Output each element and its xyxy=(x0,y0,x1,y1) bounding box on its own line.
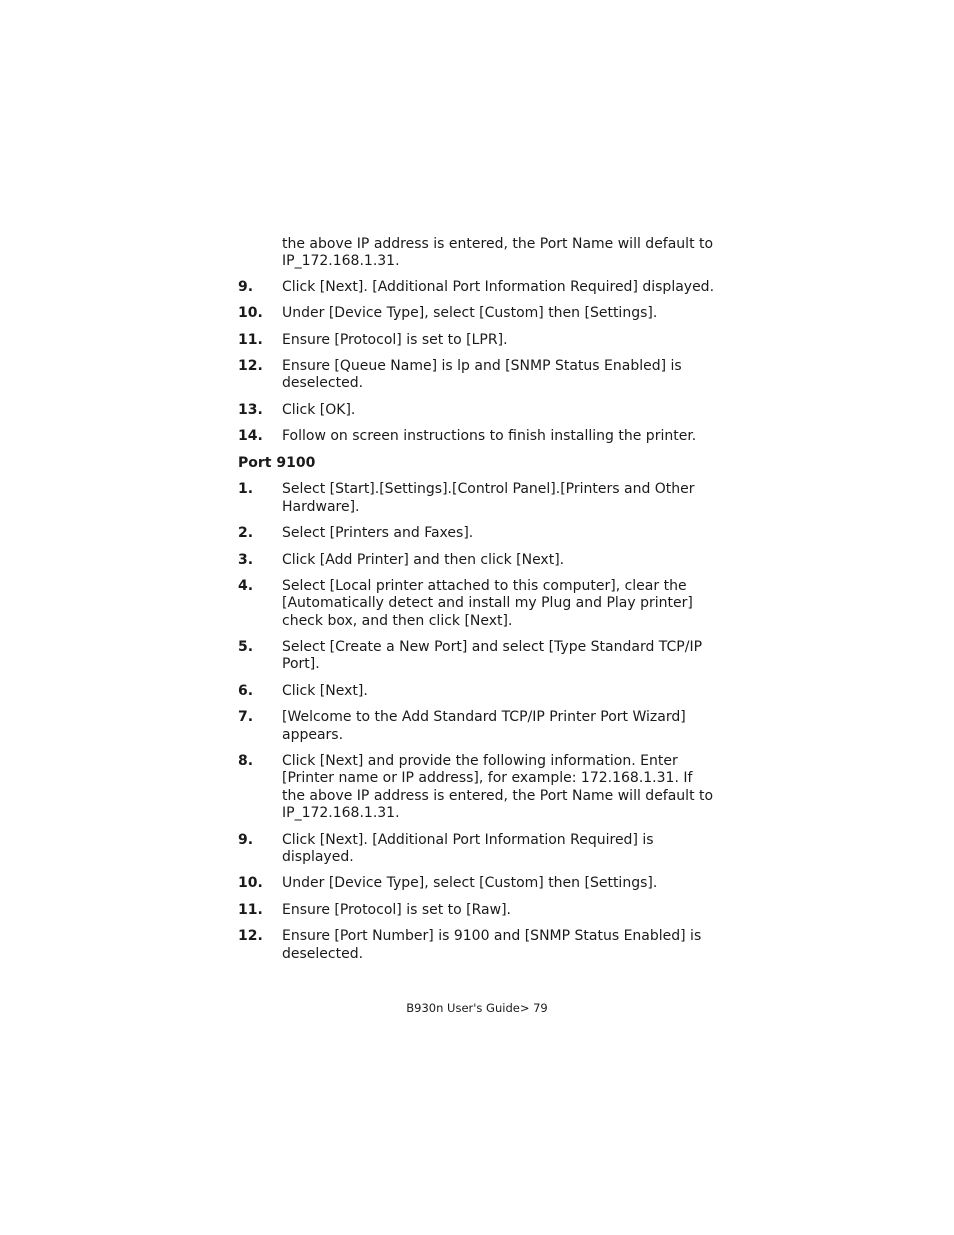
step-text: Ensure [Queue Name] is lp and [SNMP Status Enabled] is deselected. xyxy=(282,358,682,392)
step-number: 5. xyxy=(238,639,254,656)
step-text: Select [Local printer attached to this computer], clear the [Automatically detect and install my Plug and Play printer] check box, and then click [Next]. xyxy=(282,578,693,629)
list-item xyxy=(238,428,718,445)
step-text: Select [Printers and Faxes]. xyxy=(282,525,474,542)
step-number: 11. xyxy=(238,331,263,348)
step-number: 1. xyxy=(238,481,254,498)
continuation-paragraph: the above IP address is entered, the Port Name will default to IP_172.168.1.31. xyxy=(282,236,714,270)
step-text: Ensure [Protocol] is set to [LPR]. xyxy=(282,331,508,348)
step-number: 12. xyxy=(238,928,263,945)
page-content xyxy=(238,236,718,972)
step-number: 9. xyxy=(238,278,254,295)
list-item xyxy=(238,552,718,569)
step-number: 3. xyxy=(238,551,254,568)
step-text: [Welcome to the Add Standard TCP/IP Printer Port Wizard] appears. xyxy=(282,709,686,743)
list-item xyxy=(238,875,718,892)
list-item xyxy=(238,279,718,296)
list-item xyxy=(238,358,718,393)
list-item xyxy=(238,639,718,674)
step-text: Ensure [Port Number] is 9100 and [SNMP Status Enabled] is deselected. xyxy=(282,928,702,962)
step-text: Follow on screen instructions to finish installing the printer. xyxy=(282,428,697,445)
step-number: 9. xyxy=(238,831,254,848)
step-number: 6. xyxy=(238,682,254,699)
section-heading: Port 9100 xyxy=(238,454,316,471)
step-text: Click [Next]. [Additional Port Information Required] is displayed. xyxy=(282,831,654,865)
step-text: Click [OK]. xyxy=(282,401,356,418)
step-number: 10. xyxy=(238,305,263,322)
step-text: Click [Next]. [Additional Port Information Required] displayed. xyxy=(282,278,715,295)
step-number: 4. xyxy=(238,578,254,595)
list-item xyxy=(238,402,718,419)
steps-list-lpr xyxy=(238,279,718,446)
step-text: Click [Next] and provide the following information. Enter [Printer name or IP address], for example: 172.168.1.31. If the above IP address is entered, the Port Name will default to IP_172.168.1.31. xyxy=(282,753,714,822)
step-text: Select [Start].[Settings].[Control Panel].[Printers and Other Hardware]. xyxy=(282,481,695,515)
step-number: 12. xyxy=(238,358,263,375)
step-number: 8. xyxy=(238,753,254,770)
steps-list-port-9100 xyxy=(238,481,718,963)
list-item xyxy=(238,683,718,700)
list-item xyxy=(238,709,718,744)
step-text: Under [Device Type], select [Custom] then [Settings]. xyxy=(282,305,658,322)
list-item xyxy=(238,481,718,516)
step-text: Select [Create a New Port] and select [Type Standard TCP/IP Port]. xyxy=(282,639,703,673)
list-item xyxy=(238,902,718,919)
list-item xyxy=(238,305,718,322)
list-item xyxy=(238,753,718,822)
step-text: Click [Next]. xyxy=(282,682,368,699)
step-number: 14. xyxy=(238,428,263,445)
list-item xyxy=(238,578,718,630)
step-number: 7. xyxy=(238,709,254,726)
list-item xyxy=(238,832,718,867)
step-number: 2. xyxy=(238,525,254,542)
step-text: Click [Add Printer] and then click [Next]. xyxy=(282,551,565,568)
step-number: 13. xyxy=(238,401,263,418)
step-number: 11. xyxy=(238,901,263,918)
step-text: Under [Device Type], select [Custom] then [Settings]. xyxy=(282,875,658,892)
page-footer: B930n User's Guide> 79 xyxy=(406,1001,548,1015)
list-item xyxy=(238,332,718,349)
list-item xyxy=(238,525,718,542)
step-number: 10. xyxy=(238,875,263,892)
step-text: Ensure [Protocol] is set to [Raw]. xyxy=(282,901,511,918)
list-item xyxy=(238,928,718,963)
